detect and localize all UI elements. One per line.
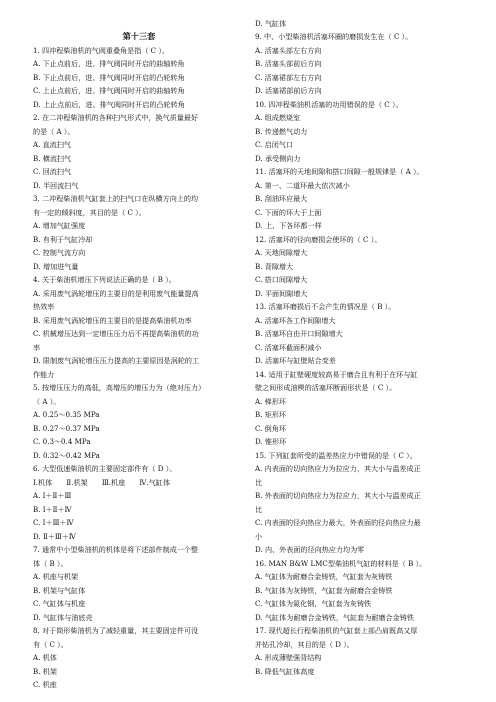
text-line: 比 (255, 477, 263, 487)
text-line: A. 梯形环 (255, 396, 286, 406)
text-line: A. 组成燃烧室 (255, 113, 301, 122)
text-line: 15. 下列缸套所受的温差热应力中错误的是（ C ）。 (255, 450, 417, 460)
text-line: 的是（ A ）。 (33, 126, 75, 136)
text-line: B. 0.27～0.37 MPa (33, 423, 100, 433)
text-line: A. 下止点前后，进、排气阀同时开启的曲轴转角 (33, 59, 185, 68)
text-line: 3. 二冲程柴油机气缸套上的扫气口在纵横方向上的均 (33, 194, 199, 203)
text-line: 有（ C ）。 (33, 639, 68, 649)
text-line: 11. 活塞环的天地间隙和搭口间隙一般规律是（ A ）。 (255, 167, 424, 176)
text-line: B. 活塞头部前后方向 (255, 59, 322, 68)
text-line: 16. MAN B&W LMC型柴油机气缸的材料是（ B ）。 (255, 558, 427, 568)
text-line: A. 内表面的切向热应力为拉应力，其大小与温差成正 (255, 464, 421, 473)
text-line: C. 启闭气口 (255, 140, 294, 149)
text-line: C. Ⅰ＋Ⅲ＋Ⅳ (33, 518, 74, 527)
text-line: D. 半回流扫气 (33, 180, 79, 190)
left-column (33, 30, 245, 692)
text-line: A. 第一、二道环最大依次减小 (255, 180, 350, 190)
text-line: B. 活塞环自由开口间隙增大 (255, 329, 343, 338)
text-line: D. 平面间隙增大 (255, 288, 308, 298)
text-line: 比 (255, 504, 263, 514)
text-line: 4. 关于柴油机增压下列说法正确的是（ B ）。 (33, 275, 176, 284)
text-line: D. 上、下各环都一样 (255, 221, 322, 230)
text-line: D. 限制废气涡轮增压压力提高的主要原因是涡轮的工 (33, 356, 200, 365)
text-line: A. 增加气缸强度 (33, 221, 86, 230)
text-line: C. 上止点前后，进、排气阀同时开启的曲轴转角 (33, 86, 185, 95)
text-line: A. 活塞环各工作间隙增大 (255, 315, 336, 325)
text-line: B. 外表面的切向热应力为拉应力，其大小与温差成正 (255, 491, 421, 500)
text-line: C. 活塞环截面积减小 (255, 342, 322, 352)
text-line: D. 内、外表面的径向热应力均为零 (255, 545, 365, 554)
text-line: B. 机架 (33, 666, 57, 676)
text-line: C. 搭口间隙增大 (255, 275, 308, 284)
text-line: 2. 在二冲程柴油机的各种扫气形式中，换气质量最好 (33, 113, 199, 122)
text-line: A. 采用废气涡轮增压的主要目的是利用废气能量提高 (33, 288, 199, 298)
text-line: C. 内表面的径向热应力最大，外表面的径向热应力最 (255, 518, 421, 527)
text-line: D. 气缸体为耐磨合金铸铁，气缸套为耐磨合金铸铁 (255, 612, 414, 622)
text-line: 6. 大型低速柴油机的主要固定部件有（ D ）。 (33, 464, 177, 473)
text-line: B. 刮油环应最大 (255, 194, 308, 203)
text-line: D. 气缸体 (255, 18, 287, 28)
text-line: B. 传递燃气动力 (255, 126, 308, 136)
text-line: D. 增加进气量 (33, 261, 79, 271)
text-line: C. 0.3～0.4 MPa (33, 437, 91, 446)
text-line: C. 气缸体与机座 (33, 599, 86, 608)
text-line: C. 下面的环大于上面 (255, 207, 322, 217)
doc-title: 第十三套 (122, 31, 156, 41)
text-line: D. 承受侧向力 (255, 153, 301, 163)
text-line: B. 采用废气涡轮增压的主要目的是提高柴油机功率 (33, 315, 192, 325)
text-line: 率 (33, 342, 41, 352)
text-line: C. 机械增压达到一定增压压力后不再提高柴油机的功 (33, 329, 199, 338)
text-line: 1. 四冲程柴油机的气阀重叠角是指（ C ）。 (33, 45, 170, 55)
text-line: D. 活塞环与缸壁贴合变差 (255, 356, 336, 365)
text-line: C. 回流扫气 (33, 167, 72, 176)
text-line: 9. 中、小型柴油机活塞环圈的磨损发生在（ C ）。 (255, 32, 413, 41)
text-line: B. 下止点前后，进、排气阀同时开启的凸轮转角 (33, 72, 185, 82)
text-line: B. 矩形环 (255, 410, 287, 419)
text-line: D. 上止点前后，进、排气阀同时开启的凸轮转角 (33, 99, 185, 109)
text-line: A. 气缸体为耐磨合金铸铁，气缸套为灰铸铁 (255, 572, 393, 581)
text-line: A. 活塞头部左右方向 (255, 45, 322, 55)
text-line: A. 机体 (33, 653, 57, 662)
text-line: 壁之间形成油楔的活塞环断面形状是（ C ）。 (255, 383, 397, 392)
text-line: B. Ⅰ＋Ⅱ＋Ⅳ (33, 504, 72, 514)
text-line: C. 倒角环 (255, 423, 286, 433)
text-line: 17. 现代超长行程柴油机的气缸套上部凸肩既高又厚 (255, 626, 418, 635)
text-line: A. 直流扫气 (33, 140, 72, 149)
text-line: A. 天地间隙增大 (255, 248, 308, 257)
text-line: 5. 按增压压力的高低，高增压的增压力为（绝对压力） (33, 383, 206, 392)
text-line: 并钻孔冷却，其目的是（ D ）。 (255, 639, 354, 649)
text-line: A. 机座与机架 (33, 572, 79, 581)
text-line: 8. 对于筒形柴油机为了减轻重量，其主要固定件可没 (33, 626, 199, 635)
text-line: 体（ B ）。 (33, 558, 68, 568)
text-line: 12. 活塞环的径向磨损会使环的（ C ）。 (255, 234, 382, 244)
text-line: D. 0.32～0.42 MPa (33, 450, 100, 460)
text-line: 10. 四冲程柴油机活塞的功用错误的是（ C ）。 (255, 99, 403, 109)
text-line: A. Ⅰ＋Ⅱ＋Ⅲ (33, 491, 72, 500)
text-line: 作能力 (33, 369, 55, 379)
text-line: 热效率 (33, 302, 55, 311)
text-line: B. 气缸体为灰铸铁，气缸套为耐磨合金铸铁 (255, 585, 393, 595)
text-line: D. Ⅱ＋Ⅲ＋Ⅳ (33, 531, 76, 541)
text-line: A. 形成薄壁强背结构 (255, 653, 322, 662)
text-line: Ⅰ.机体 Ⅱ.机架 Ⅲ.机座 Ⅳ.气缸体 (33, 477, 170, 487)
text-line: 14. 适用于缸壁硬度较高易于磨合且有利于在环与缸 (255, 369, 418, 379)
text-line: C. 控制气流方向 (33, 248, 86, 257)
text-line: C. 活塞裙部左右方向 (255, 72, 322, 82)
text-line: C. 气缸体为氮化钢，气缸套为灰铸铁 (255, 599, 372, 608)
text-line: A. 0.25～0.35 MPa (33, 410, 100, 419)
text-line: B. 降低气缸体高度 (255, 666, 315, 676)
text-line: 小 (255, 531, 263, 541)
text-line: 有一定的倾斜度，其目的是（ C ）。 (33, 207, 146, 217)
text-line: B. 背隙增大 (255, 261, 294, 271)
text-line: B. 有利于气缸冷却 (33, 234, 93, 244)
right-column (255, 17, 467, 679)
text-line: B. 机架与气缸体 (33, 585, 86, 595)
text-line: B. 横流扫气 (33, 153, 72, 163)
text-line: D. 锥形环 (255, 437, 287, 446)
text-line: 13. 活塞环磨损后不会产生的情况是（ B ）。 (255, 302, 396, 311)
text-line: 7. 通常中小型柴油机的机体是将下述部件制成一个整 (33, 545, 199, 554)
text-line: D. 活塞裙部前后方向 (255, 86, 322, 95)
text-line: C. 机座 (33, 680, 57, 689)
text-line: （ A ）。 (33, 396, 61, 406)
text-line: D. 气缸体与油底壳 (33, 612, 93, 622)
